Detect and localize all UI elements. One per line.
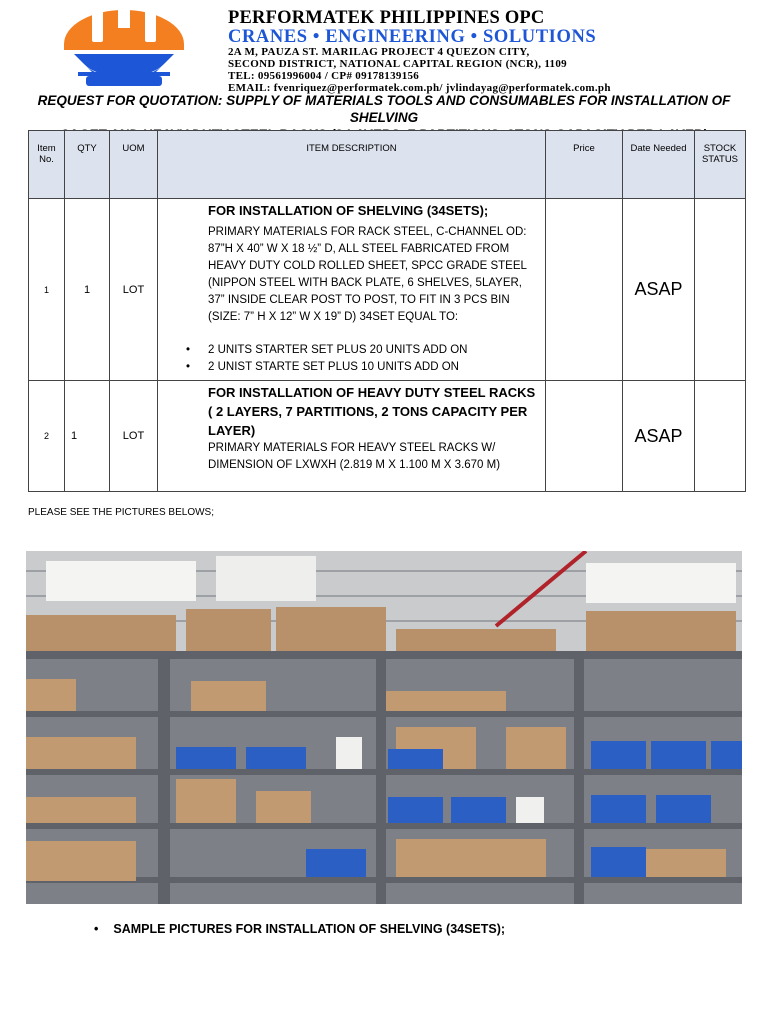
list-item: • 2 UNIST STARTE SET PLUS 10 UNITS ADD ON	[208, 359, 539, 376]
price	[546, 381, 623, 492]
company-name: PERFORMATEK PHILIPPINES OPC	[228, 8, 545, 28]
uom: LOT	[110, 199, 158, 381]
price	[546, 199, 623, 381]
stock-status	[695, 199, 746, 381]
telephone: TEL: 09561996004 / CP# 09178139156	[228, 70, 420, 82]
item-body: PRIMARY MATERIALS FOR HEAVY STEEL RACKS W/ DIMENSION OF LXWXH (2.819 M X 1.100 M X 3.670 M)	[208, 442, 501, 471]
company-tagline: CRANES • ENGINEERING • SOLUTIONS	[228, 27, 597, 47]
picture-note: PLEASE SEE THE PICTURES BELOWS;	[28, 507, 214, 518]
item-heading: FOR INSTALLATION OF SHELVING (34SETS);	[208, 203, 489, 218]
list-item: • 2 UNITS STARTER SET PLUS 20 UNITS ADD ON	[208, 342, 539, 359]
company-logo	[56, 6, 192, 88]
table-header-row	[29, 131, 746, 199]
item-body: PRIMARY MATERIALS FOR RACK STEEL, C-CHANNEL OD: 87”H X 40” W X 18 ½” D, ALL STEEL FABRICATED FROM HEAVY DUTY COLD ROLLED SHEET, SPCC GRADE STEEL (NIPPON STEEL WITH BACK PLATE, 6 SHELVES, 5LAYER, 37” INSIDE CLEAR POST TO POST, TO FIT IN 3 PCS BIN (SIZE: 7” H X 12” W X 19” D) 34SET EQUAL TO:	[208, 226, 527, 323]
date-needed: ASAP	[623, 199, 695, 381]
email-line: EMAIL: fvenriquez@performatek.com.ph/ jvlindayag@performatek.com.ph	[228, 82, 611, 94]
qty: 1	[65, 199, 110, 381]
header-description: ITEM DESCRIPTION	[158, 131, 546, 199]
item-description	[158, 199, 546, 381]
header-price: Price	[546, 131, 623, 199]
header-qty: QTY	[65, 131, 110, 199]
item-description	[158, 381, 546, 492]
table-row	[29, 199, 746, 381]
company-header	[228, 8, 758, 94]
title-line-1: REQUEST FOR QUOTATION: SUPPLY OF MATERIALS TOOLS AND CONSUMABLES FOR INSTALLATION OF SHELVING	[37, 93, 731, 125]
item-no: 2	[29, 381, 65, 492]
table-row	[29, 381, 746, 492]
uom: LOT	[110, 381, 158, 492]
header-item-no: Item No.	[29, 131, 65, 199]
rfq-table	[28, 130, 746, 492]
header-stock-status: STOCK STATUS	[695, 131, 746, 199]
item-no: 1	[29, 199, 65, 381]
qty: 1	[65, 381, 110, 492]
address-line-2: SECOND DISTRICT, NATIONAL CAPITAL REGION (NCR), 1109	[228, 58, 567, 70]
stock-status	[695, 381, 746, 492]
address-line-1: 2A M, PAUZA ST. MARILAG PROJECT 4 QUEZON CITY,	[228, 46, 530, 58]
header-date-needed: Date Needed	[623, 131, 695, 199]
item-bullets	[208, 342, 539, 376]
shelving-photo	[26, 551, 742, 904]
date-needed: ASAP	[623, 381, 695, 492]
item-heading: FOR INSTALLATION OF HEAVY DUTY STEEL RACKS ( 2 LAYERS, 7 PARTITIONS, 2 TONS CAPACITY PER LAYER)	[208, 385, 536, 438]
photo-caption: • SAMPLE PICTURES FOR INSTALLATION OF SHELVING (34SETS);	[94, 922, 505, 936]
header-uom: UOM	[110, 131, 158, 199]
